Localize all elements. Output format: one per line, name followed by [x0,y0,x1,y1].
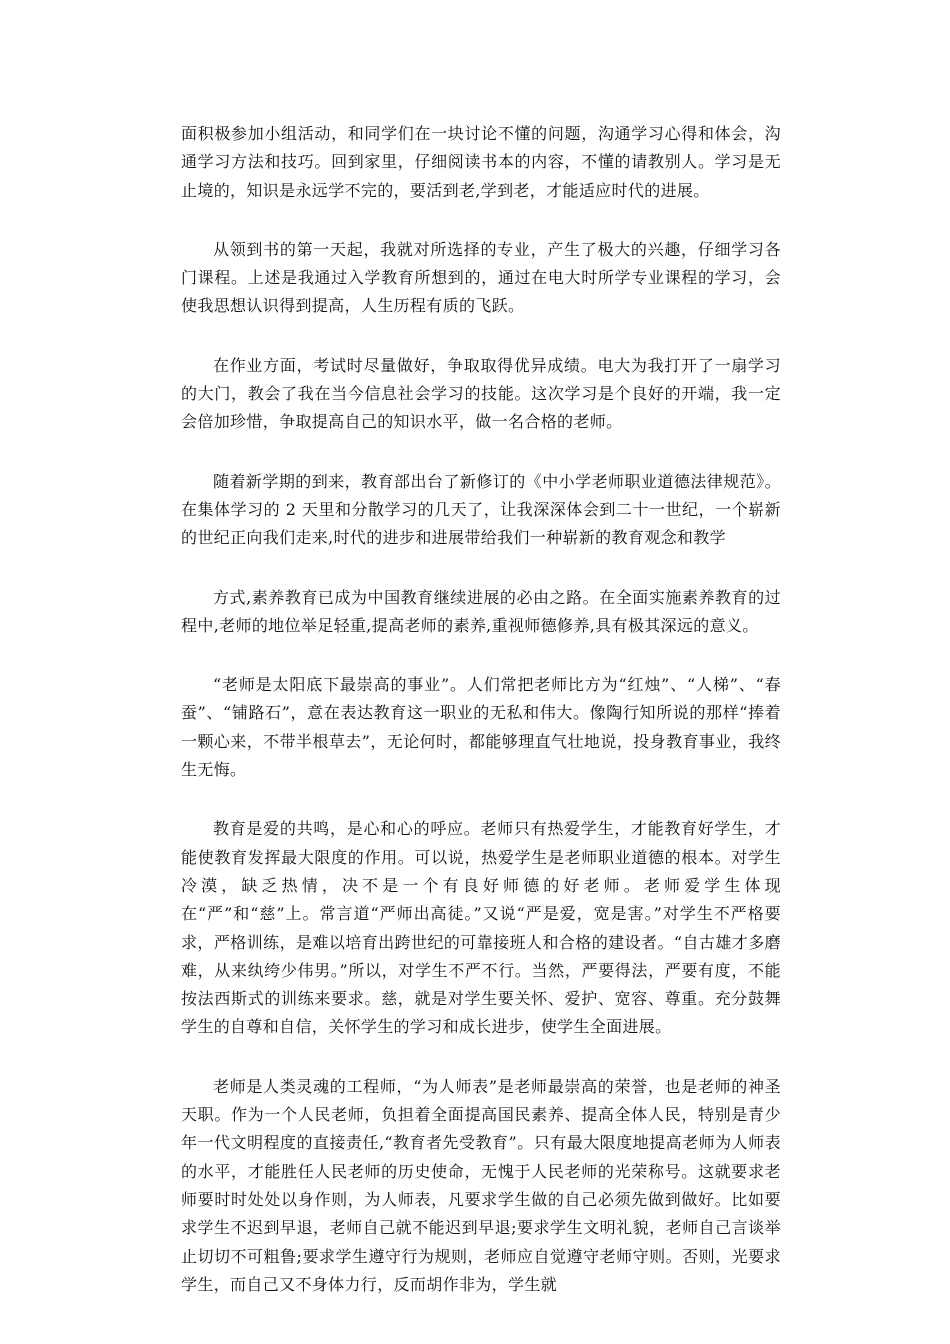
paragraph-8: 老师是人类灵魂的工程师，“为人师表”是老师最崇高的荣誉，也是老师的神圣天职。作为一个人民老师，负担着全面提高国民素养、提高全体人民，特别是青少年一代文明程度的直接责任,“教育者先受教育”。只有最大限度地提高老师为人师表的水平，才能胜任人民老师的历史使命，无愧于人民老师的光荣称号。这就要求老师要时时处处以身作则，为人师表，凡要求学生做的自己必须先做到做好。比如要求学生不迟到早退，老师自己就不能迟到早退;要求学生文明礼貌，老师自己言谈举止切切不可粗鲁;要求学生遵守行为规则，老师应自觉遵守老师守则。否则，光要求学生，而自己又不身体力行，反而胡作非为，学生就 [181,1076,781,1294]
paragraph-3: 在作业方面，考试时尽量做好，争取取得优异成绩。电大为我打开了一扇学习的大门，教会了我在当今信息社会学习的技能。这次学习是个良好的开端，我一定会倍加珍惜，争取提高自己的知识水平，做一名合格的老师。 [181,355,781,432]
paragraph-7: 教育是爱的共鸣，是心和心的呼应。老师只有热爱学生，才能教育好学生，才能使教育发挥最大限度的作用。可以说，热爱学生是老师职业道德的根本。对学生冷漠，缺乏热情，决不是一个有良好师德的好老师。老师爱学生体现在“严”和“慈”上。常言道“严师出高徒。”又说“严是爱，宽是害。”对学生不严格要求，严格训练，是难以培育出跨世纪的可靠接班人和合格的建设者。“自古雄才多磨难，从来纨绔少伟男。”所以，对学生不严不行。当然，严要得法，严要有度，不能按法西斯式的训练来要求。慈，就是对学生要关怀、爱护、宽容、尊重。充分鼓舞学生的自尊和自信，关怀学生的学习和成长进步，使学生全面进展。 [181,819,781,1037]
document-body [181,120,781,1299]
paragraph-2: 从领到书的第一天起，我就对所选择的专业，产生了极大的兴趣，仔细学习各门课程。上述是我通过入学教育所想到的，通过在电大时所学专业课程的学习，会使我思想认识得到提高，人生历程有质的飞跃。 [181,239,781,316]
paragraph-5: 方式,素养教育已成为中国教育继续进展的必由之路。在全面实施素养教育的过程中,老师的地位举足轻重,提高老师的素养,重视师德修养,具有极其深远的意义。 [181,587,781,635]
paragraph-6: “老师是太阳底下最崇高的事业”。人们常把老师比方为“红烛”、“人梯”、“春蚕”、“铺路石”，意在表达教育这一职业的无私和伟大。像陶行知所说的那样“捧着一颗心来，不带半根草去”，无论何时，都能够理直气壮地说，投身教育事业，我终生无悔。 [181,675,781,780]
paragraph-4: 随着新学期的到来，教育部出台了新修订的《中小学老师职业道德法律规范》。在集体学习的 2 天里和分散学习的几天了，让我深深体会到二十一世纪，一个崭新的世纪正向我们走来,时代的进步和进展带给我们一种崭新的教育观念和教学 [181,471,781,548]
paragraph-1: 面积极参加小组活动，和同学们在一块讨论不懂的问题，沟通学习心得和体会，沟通学习方法和技巧。回到家里，仔细阅读书本的内容，不懂的请教别人。学习是无止境的，知识是永远学不完的，要活到老,学到老，才能适应时代的进展。 [181,124,781,200]
